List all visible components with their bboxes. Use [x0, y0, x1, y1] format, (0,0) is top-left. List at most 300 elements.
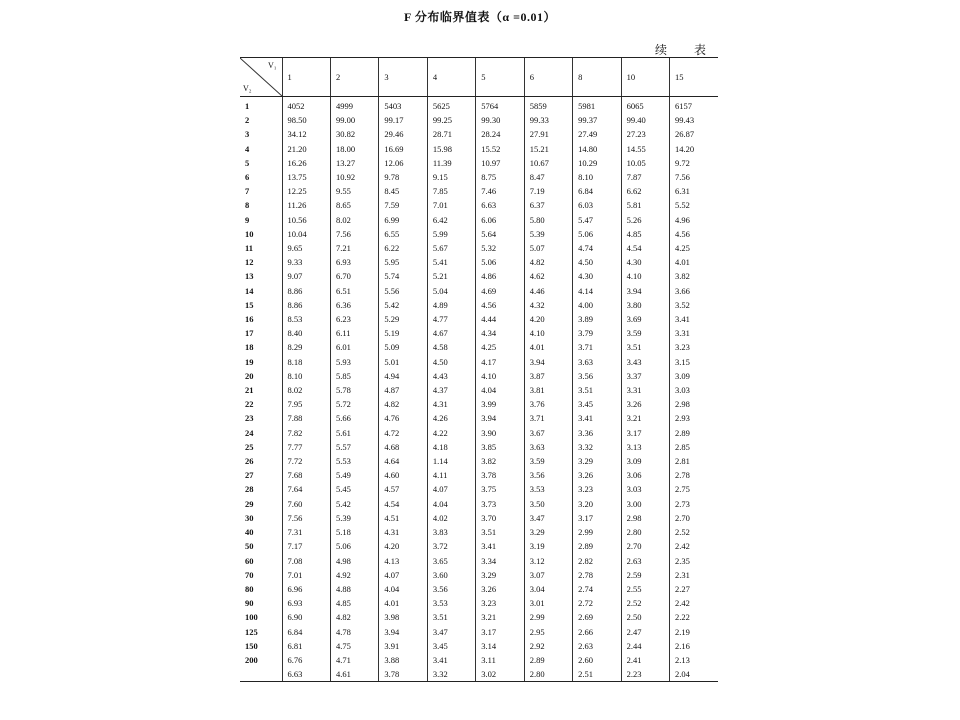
column-header-v1: 1 — [282, 58, 330, 97]
table-cell: 98.50 — [282, 113, 330, 127]
row-header-v2: 13 — [245, 271, 254, 282]
row-header-v2: 11 — [245, 243, 254, 254]
table-cell: 3.13 — [621, 440, 669, 454]
row-header-v2: 5 — [245, 157, 250, 168]
table-cell: 5.06 — [330, 539, 378, 553]
row-header-v2: 70 — [245, 569, 254, 580]
page-title: F 分布临界值表（α =0.01） — [404, 10, 556, 24]
table-cell: 27.91 — [524, 127, 572, 141]
table-cell: 3.26 — [476, 582, 524, 596]
table-cell: 3.09 — [621, 454, 669, 468]
table-cell: 6157 — [670, 97, 718, 114]
table-cell: 5.56 — [379, 284, 427, 298]
table-cell: 3.41 — [670, 312, 718, 326]
table-cell: 8.65 — [330, 198, 378, 212]
table-cell: 7.19 — [524, 184, 572, 198]
table-cell: 4.01 — [379, 596, 427, 610]
table-cell: 4.01 — [670, 255, 718, 269]
column-header-v1: 10 — [621, 58, 669, 97]
table-cell: 6.37 — [524, 198, 572, 212]
table-cell: 5.06 — [476, 255, 524, 269]
table-cell: 3.32 — [573, 440, 621, 454]
table-cell: 5.67 — [427, 241, 475, 255]
table-cell: 6.93 — [282, 596, 330, 610]
table-row — [240, 426, 718, 440]
table-cell: 10.67 — [524, 156, 572, 170]
table-row — [240, 568, 718, 582]
table-cell: 5.64 — [476, 227, 524, 241]
table-cell: 3.53 — [427, 596, 475, 610]
table-cell: 5.53 — [330, 454, 378, 468]
table-cell: 14.20 — [670, 142, 718, 156]
table-cell: 3.29 — [524, 525, 572, 539]
table-cell: 3.80 — [621, 298, 669, 312]
table-cell: 3.03 — [621, 482, 669, 496]
table-row — [240, 184, 718, 198]
table-cell: 3.79 — [573, 326, 621, 340]
row-header-v2: 8 — [245, 200, 250, 211]
table-cell: 4.18 — [427, 440, 475, 454]
table-cell: 6.99 — [379, 213, 427, 227]
table-cell: 5403 — [379, 97, 427, 114]
table-cell: 5.57 — [330, 440, 378, 454]
table-cell: 8.18 — [282, 355, 330, 369]
table-row — [240, 397, 718, 411]
table-cell: 5.72 — [330, 397, 378, 411]
table-cell: 5.32 — [476, 241, 524, 255]
table-cell: 2.72 — [573, 596, 621, 610]
table-cell: 29.46 — [379, 127, 427, 141]
table-cell: 2.42 — [670, 596, 718, 610]
table-cell: 7.31 — [282, 525, 330, 539]
table-cell: 3.88 — [379, 653, 427, 667]
table-cell: 21.20 — [282, 142, 330, 156]
table-cell: 4.94 — [379, 369, 427, 383]
table-cell: 4.76 — [379, 411, 427, 425]
table-cell: 2.55 — [621, 582, 669, 596]
table-cell: 3.63 — [524, 440, 572, 454]
table-cell: 7.60 — [282, 497, 330, 511]
table-cell: 5.06 — [573, 227, 621, 241]
row-header-v2: 21 — [245, 385, 254, 396]
table-cell: 4.82 — [524, 255, 572, 269]
table-cell: 3.04 — [524, 582, 572, 596]
table-cell: 4052 — [282, 97, 330, 114]
table-cell: 3.01 — [524, 596, 572, 610]
table-row — [240, 127, 718, 141]
table-cell: 3.65 — [427, 554, 475, 568]
row-header-v2: 7 — [245, 186, 250, 197]
table-cell: 10.92 — [330, 170, 378, 184]
table-cell: 3.85 — [476, 440, 524, 454]
table-cell: 3.90 — [476, 426, 524, 440]
table-cell: 2.44 — [621, 639, 669, 653]
table-cell: 3.45 — [427, 639, 475, 653]
row-header-v2: 6 — [245, 172, 250, 183]
table-cell: 3.23 — [670, 340, 718, 354]
table-cell: 9.78 — [379, 170, 427, 184]
table-cell: 3.89 — [573, 312, 621, 326]
table-cell: 4.61 — [330, 667, 378, 682]
table-cell: 7.59 — [379, 198, 427, 212]
table-cell: 5.39 — [330, 511, 378, 525]
table-cell: 4.56 — [476, 298, 524, 312]
table-cell: 3.41 — [476, 539, 524, 553]
table-cell: 99.40 — [621, 113, 669, 127]
table-cell: 13.75 — [282, 170, 330, 184]
table-cell: 2.74 — [573, 582, 621, 596]
table-cell: 3.71 — [524, 411, 572, 425]
table-row — [240, 269, 718, 283]
row-header-v2: 10 — [245, 228, 254, 239]
table-cell: 3.94 — [476, 411, 524, 425]
table-row — [240, 511, 718, 525]
table-cell: 4.68 — [379, 440, 427, 454]
table-cell: 2.81 — [670, 454, 718, 468]
table-cell: 3.06 — [621, 468, 669, 482]
table-cell: 7.77 — [282, 440, 330, 454]
table-cell: 4.37 — [427, 383, 475, 397]
table-cell: 2.31 — [670, 568, 718, 582]
table-cell: 4.82 — [330, 610, 378, 624]
row-header-v2: 60 — [245, 555, 254, 566]
f-distribution-table — [240, 57, 718, 682]
table-cell: 4.96 — [670, 213, 718, 227]
table-cell: 6.03 — [573, 198, 621, 212]
table-cell: 4.51 — [379, 511, 427, 525]
table-cell: 7.56 — [282, 511, 330, 525]
table-cell: 3.41 — [573, 411, 621, 425]
table-cell: 3.17 — [621, 426, 669, 440]
v1-label: V₁ — [267, 61, 277, 70]
table-cell: 7.46 — [476, 184, 524, 198]
table-cell: 5.81 — [621, 198, 669, 212]
table-cell: 8.47 — [524, 170, 572, 184]
table-row — [240, 355, 718, 369]
column-header-v1: 6 — [524, 58, 572, 97]
table-cell: 3.29 — [476, 568, 524, 582]
table-cell: 8.10 — [282, 369, 330, 383]
table-cell: 18.00 — [330, 142, 378, 156]
table-cell: 99.30 — [476, 113, 524, 127]
row-header-v2: 50 — [245, 541, 254, 552]
table-cell: 3.45 — [573, 397, 621, 411]
table-cell: 28.71 — [427, 127, 475, 141]
table-cell: 4.07 — [427, 482, 475, 496]
table-cell: 6.90 — [282, 610, 330, 624]
table-cell: 5.09 — [379, 340, 427, 354]
table-cell: 27.49 — [573, 127, 621, 141]
table-cell: 10.29 — [573, 156, 621, 170]
table-cell: 2.52 — [670, 525, 718, 539]
table-cell: 9.65 — [282, 241, 330, 255]
table-cell: 2.66 — [573, 625, 621, 639]
table-row — [240, 369, 718, 383]
table-cell: 11.39 — [427, 156, 475, 170]
table-row — [240, 255, 718, 269]
table-cell: 3.00 — [621, 497, 669, 511]
table-cell: 5.01 — [379, 355, 427, 369]
row-header-v2: 27 — [245, 470, 254, 481]
table-cell: 34.12 — [282, 127, 330, 141]
table-cell: 4.30 — [621, 255, 669, 269]
table-cell: 12.06 — [379, 156, 427, 170]
table-cell: 2.13 — [670, 653, 718, 667]
row-header-v2: 17 — [245, 328, 254, 339]
table-cell: 30.82 — [330, 127, 378, 141]
table-cell: 3.26 — [621, 397, 669, 411]
table-cell: 5.93 — [330, 355, 378, 369]
table-cell: 3.02 — [476, 667, 524, 682]
column-header-v1: 5 — [476, 58, 524, 97]
column-header-v1: 2 — [330, 58, 378, 97]
table-cell: 2.50 — [621, 610, 669, 624]
table-cell: 9.72 — [670, 156, 718, 170]
table-cell: 4.17 — [476, 355, 524, 369]
table-row — [240, 539, 718, 553]
table-cell: 5.21 — [427, 269, 475, 283]
row-header-v2: 14 — [245, 285, 254, 296]
table-row — [240, 113, 718, 127]
table-cell: 2.04 — [670, 667, 718, 682]
table-cell: 2.47 — [621, 625, 669, 639]
table-cell: 4.72 — [379, 426, 427, 440]
row-header-v2: 1 — [245, 101, 250, 111]
table-cell: 3.71 — [573, 340, 621, 354]
column-header-v1: 8 — [573, 58, 621, 97]
table-row — [240, 554, 718, 568]
table-cell: 3.76 — [524, 397, 572, 411]
table-cell: 3.94 — [621, 284, 669, 298]
row-header-v2: 28 — [245, 484, 254, 495]
table-cell: 4.04 — [476, 383, 524, 397]
table-cell: 4.01 — [524, 340, 572, 354]
table-cell: 3.81 — [524, 383, 572, 397]
table-cell: 4.82 — [379, 397, 427, 411]
table-cell: 2.63 — [573, 639, 621, 653]
table-cell: 3.12 — [524, 554, 572, 568]
table-row — [240, 525, 718, 539]
table-cell: 6065 — [621, 97, 669, 114]
table-cell: 4.10 — [476, 369, 524, 383]
table-cell: 4.26 — [427, 411, 475, 425]
table-cell: 2.78 — [670, 468, 718, 482]
table-cell: 16.69 — [379, 142, 427, 156]
table-cell: 4.60 — [379, 468, 427, 482]
row-header-v2: 80 — [245, 583, 254, 594]
table-cell: 5.85 — [330, 369, 378, 383]
table-cell: 3.14 — [476, 639, 524, 653]
table-cell: 2.22 — [670, 610, 718, 624]
table-cell: 4.92 — [330, 568, 378, 582]
critical-value-table — [240, 57, 718, 682]
table-cell: 4.10 — [621, 269, 669, 283]
row-header-v2: 125 — [245, 626, 258, 637]
row-header-v2: 9 — [245, 214, 250, 225]
table-cell: 2.73 — [670, 497, 718, 511]
table-cell: 4.46 — [524, 284, 572, 298]
table-cell: 3.75 — [476, 482, 524, 496]
table-cell: 16.26 — [282, 156, 330, 170]
table-row — [240, 227, 718, 241]
table-cell: 2.69 — [573, 610, 621, 624]
table-cell: 2.78 — [573, 568, 621, 582]
table-cell: 7.68 — [282, 468, 330, 482]
table-row — [240, 213, 718, 227]
table-cell: 6.31 — [670, 184, 718, 198]
row-header-v2 — [240, 667, 282, 682]
table-cell: 4.54 — [621, 241, 669, 255]
table-cell: 4.56 — [670, 227, 718, 241]
table-cell: 8.86 — [282, 298, 330, 312]
row-header-v2: 18 — [245, 342, 254, 353]
table-cell: 5981 — [573, 97, 621, 114]
table-cell: 4.71 — [330, 653, 378, 667]
table-cell: 3.98 — [379, 610, 427, 624]
table-cell: 5.99 — [427, 227, 475, 241]
row-header-v2: 100 — [245, 612, 258, 623]
table-cell: 5.45 — [330, 482, 378, 496]
table-cell: 15.98 — [427, 142, 475, 156]
table-row — [240, 411, 718, 425]
row-header-v2: 25 — [245, 441, 254, 452]
table-cell: 8.40 — [282, 326, 330, 340]
row-header-v2: 3 — [245, 129, 250, 140]
table-cell: 4.50 — [573, 255, 621, 269]
table-cell: 5.29 — [379, 312, 427, 326]
row-header-v2: 15 — [245, 299, 254, 310]
table-cell: 6.93 — [330, 255, 378, 269]
table-cell: 7.21 — [330, 241, 378, 255]
table-cell: 5.95 — [379, 255, 427, 269]
column-header-v1: 4 — [427, 58, 475, 97]
table-cell: 3.83 — [427, 525, 475, 539]
table-cell: 3.51 — [573, 383, 621, 397]
table-cell: 3.31 — [621, 383, 669, 397]
table-cell: 5.07 — [524, 241, 572, 255]
table-cell: 3.73 — [476, 497, 524, 511]
table-cell: 4.54 — [379, 497, 427, 511]
table-cell: 4.02 — [427, 511, 475, 525]
table-cell: 5.04 — [427, 284, 475, 298]
table-cell: 4.11 — [427, 468, 475, 482]
table-cell: 99.17 — [379, 113, 427, 127]
table-cell: 26.87 — [670, 127, 718, 141]
table-cell: 3.69 — [621, 312, 669, 326]
table-cell: 99.33 — [524, 113, 572, 127]
table-cell: 5.26 — [621, 213, 669, 227]
table-cell: 2.19 — [670, 625, 718, 639]
table-cell: 5764 — [476, 97, 524, 114]
table-row — [240, 610, 718, 624]
row-header-v2: 26 — [245, 456, 254, 467]
table-cell: 2.98 — [621, 511, 669, 525]
table-cell: 9.15 — [427, 170, 475, 184]
v2-label: V₂ — [243, 84, 252, 93]
table-body — [240, 97, 718, 682]
table-cell: 3.34 — [476, 554, 524, 568]
table-cell: 6.51 — [330, 284, 378, 298]
table-cell: 10.56 — [282, 213, 330, 227]
row-header-v2: 150 — [245, 640, 258, 651]
table-cell: 2.70 — [621, 539, 669, 553]
table-cell: 4.32 — [524, 298, 572, 312]
table-cell: 2.98 — [670, 397, 718, 411]
table-cell: 5.74 — [379, 269, 427, 283]
table-row — [240, 97, 718, 114]
table-cell: 3.07 — [524, 568, 572, 582]
table-cell: 3.51 — [427, 610, 475, 624]
table-cell: 6.70 — [330, 269, 378, 283]
table-cell: 3.20 — [573, 497, 621, 511]
table-cell: 3.41 — [427, 653, 475, 667]
table-cell: 2.99 — [524, 610, 572, 624]
table-cell: 3.70 — [476, 511, 524, 525]
table-cell: 10.05 — [621, 156, 669, 170]
table-row — [240, 625, 718, 639]
table-cell: 4.30 — [573, 269, 621, 283]
table-row — [240, 241, 718, 255]
table-row — [240, 596, 718, 610]
table-cell: 6.84 — [282, 625, 330, 639]
table-cell: 1.14 — [427, 454, 475, 468]
table-cell: 3.82 — [670, 269, 718, 283]
table-cell: 8.02 — [330, 213, 378, 227]
table-cell: 3.56 — [427, 582, 475, 596]
table-cell: 6.76 — [282, 653, 330, 667]
table-row — [240, 312, 718, 326]
table-cell: 5.41 — [427, 255, 475, 269]
table-cell: 4.88 — [330, 582, 378, 596]
table-cell: 4.85 — [330, 596, 378, 610]
table-cell: 15.52 — [476, 142, 524, 156]
table-cell: 8.53 — [282, 312, 330, 326]
table-cell: 4.13 — [379, 554, 427, 568]
table-cell: 3.26 — [573, 468, 621, 482]
table-cell: 6.22 — [379, 241, 427, 255]
table-cell: 4.07 — [379, 568, 427, 582]
table-row — [240, 582, 718, 596]
table-cell: 4.44 — [476, 312, 524, 326]
table-cell: 4.87 — [379, 383, 427, 397]
table-row — [240, 468, 718, 482]
table-cell: 4.67 — [427, 326, 475, 340]
table-cell: 8.02 — [282, 383, 330, 397]
table-cell: 99.37 — [573, 113, 621, 127]
table-cell: 2.85 — [670, 440, 718, 454]
table-cell: 2.80 — [524, 667, 572, 682]
table-cell: 9.33 — [282, 255, 330, 269]
table-cell: 3.52 — [670, 298, 718, 312]
table-row — [240, 156, 718, 170]
table-cell: 6.36 — [330, 298, 378, 312]
table-cell: 2.60 — [573, 653, 621, 667]
row-header-v2: 22 — [245, 399, 254, 410]
table-cell: 2.59 — [621, 568, 669, 582]
table-cell: 2.63 — [621, 554, 669, 568]
table-cell: 6.01 — [330, 340, 378, 354]
table-cell: 7.56 — [670, 170, 718, 184]
table-cell: 7.95 — [282, 397, 330, 411]
table-cell: 6.63 — [476, 198, 524, 212]
table-cell: 3.47 — [524, 511, 572, 525]
table-cell: 2.27 — [670, 582, 718, 596]
table-cell: 5.42 — [379, 298, 427, 312]
table-cell: 14.80 — [573, 142, 621, 156]
table-row — [240, 383, 718, 397]
table-cell: 4.20 — [524, 312, 572, 326]
table-cell: 7.17 — [282, 539, 330, 553]
